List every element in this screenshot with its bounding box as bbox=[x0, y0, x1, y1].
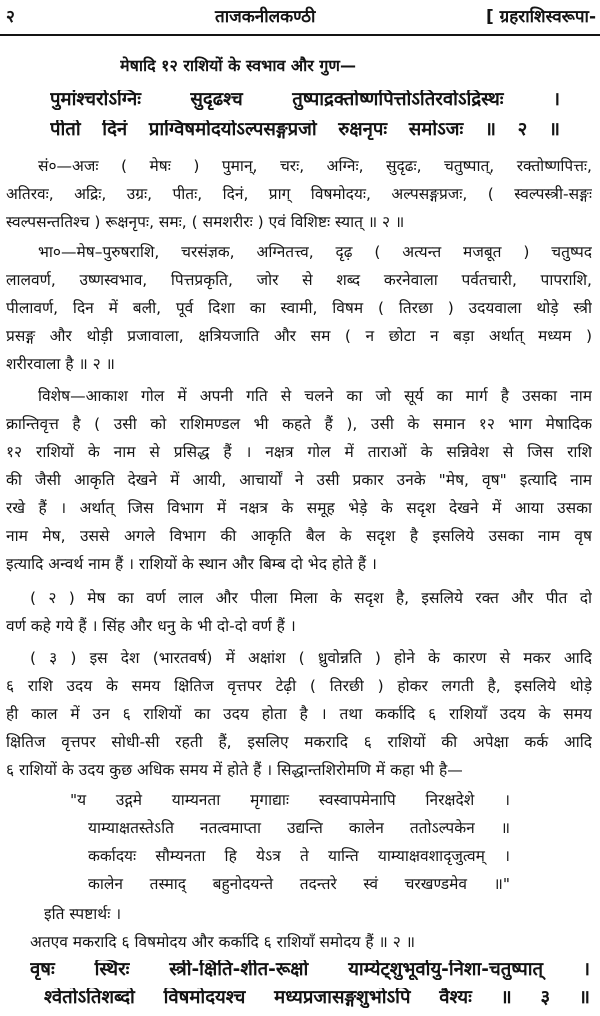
verse-line: पीतो दिनं प्राग्विषमोदयोऽल्पसङ्गप्रजो रुक्षनृपः समोऽजः ॥ २ ॥ bbox=[50, 120, 560, 140]
note-line: इत्यादि अन्वर्थ नाम हैं । राशियों के स्थान और बिम्ब दो भेद होते हैं । bbox=[6, 555, 377, 573]
header-rule bbox=[0, 34, 600, 36]
note-line: ( ३ ) इस देश (भारतवर्ष) में अक्षांश ( ध्रुवोन्नति ) होने के कारण से मकर आदि bbox=[30, 649, 592, 667]
page-number: २ bbox=[6, 7, 15, 27]
note-line: रखे हैं । अर्थात् जिस विभाग में नक्षत्र के समूह भेड़े के सदृश देखने में आया उसका bbox=[6, 499, 592, 517]
note-line: ही काल में उन ६ राशियों का उदय होता है । तथा कर्कादि ६ राशियाँ उदय के समय bbox=[6, 705, 592, 723]
page-header bbox=[0, 0, 600, 44]
verse-line: पुमांश्चरोऽग्निः सुदृढश्च तुष्पाद्रक्तोष्णपित्तोऽतिरवोऽद्रिस्थः । bbox=[50, 90, 560, 110]
sanskrit-commentary-line: अतिरवः, अद्रिः, उग्रः, पीतः, दिनं, प्राग् विषमोदयः, अल्पसङ्गप्रजः, ( स्वल्पस्त्री-सङ्गः bbox=[6, 185, 592, 203]
section-title: [ ग्रहराशिस्वरूपा- bbox=[485, 7, 596, 27]
sanskrit-commentary-line: स्वल्पसन्ततिश्च ) रूक्षनृपः, समः, ( समशरीरः ) एवं विशिष्टः स्यात् ॥ २ ॥ bbox=[6, 213, 405, 231]
book-title: ताजकनीलकण्ठी bbox=[215, 7, 316, 27]
quoted-verse-line: याम्याक्षतस्तेऽति नतत्वमाप्ता उद्यन्ति कालेन ततोऽल्पकेन ॥ bbox=[88, 819, 510, 837]
quoted-verse-line: कर्कादयः सौम्यनता हि येऽत्र ते यान्ति याम्याक्षवशादृजुत्वम् । bbox=[88, 847, 510, 865]
quoted-verse-line: कालेन तस्माद् बहुनोदयन्ते तदन्तरे स्वं चरखण्डमेव ॥" bbox=[88, 875, 510, 893]
note-line: ( २ ) मेष का वर्ण लाल और पीला मिला के सदृश है, इसलिये रक्त और पीत दो bbox=[30, 589, 592, 607]
hindi-meaning-line: प्रसङ्ग और थोड़ी प्रजावाला, क्षत्रियजाति और सम ( न छोटा न बड़ा अर्थात् मध्यम ) bbox=[6, 327, 592, 345]
quoted-verse-line: "य उद्गमे याम्यनता मृगाद्याः स्वस्वापमेनापि निरक्षदेशे । bbox=[70, 791, 510, 809]
note-line: इति स्पष्टार्थः । bbox=[44, 905, 122, 923]
sanskrit-commentary-line: सं०—अजः ( मेषः ) पुमान्, चरः, अग्निः, सुदृढः, चतुष्पात्, रक्तोष्णपित्तः, bbox=[38, 157, 592, 175]
verse-line: वृषः स्थिरः स्त्री-क्षिति-शीत-रूक्षो याम्येट्शुभूर्वायु-निशा-चतुष्पात् । bbox=[30, 960, 590, 980]
note-line: क्षितिज वृत्तपर सोधी-सी रहती हैं, इसलिए मकरादि ६ राशियों की अपेक्षा कर्क आदि bbox=[6, 733, 592, 751]
note-line: ६ राशियों के उदय कुछ अधिक समय में होते हैं । सिद्धान्तशिरोमणि में कहा भी है— bbox=[6, 761, 463, 779]
note-line: नाम मेष, उससे अगले विभाग की आकृति बैल के सदृश है इसलिये उसका नाम वृष bbox=[6, 527, 592, 545]
hindi-meaning-line: शरीरवाला है ॥ २ ॥ bbox=[6, 355, 115, 373]
hindi-meaning-line: पीलावर्ण, दिन में बली, पूर्व दिशा का स्वामी, विषम ( तिरछा ) उदयवाला थोड़े स्त्री bbox=[6, 299, 592, 317]
hindi-meaning-line: लालवर्ण, उष्णस्वभाव, पित्तप्रकृति, जोर से शब्द करनेवाला पर्वतचारी, पापराशि, bbox=[6, 271, 592, 289]
note-line: अतएव मकरादि ६ विषमोदय और कर्कादि ६ राशियाँ समोदय हैं ॥ २ ॥ bbox=[30, 933, 415, 951]
note-line: की जैसी आकृति देखने में आयी, आचार्यों ने उसी प्रकार उनके "मेष, वृष" इत्यादि नाम bbox=[6, 471, 592, 489]
verse-line: श्वेतोऽतिशब्दो विषमोदयश्च मध्यप्रजासङ्गशुभोऽपि वैश्यः ॥ ३ ॥ bbox=[44, 988, 590, 1008]
note-line: १२ राशियों के नाम से प्रसिद्ध हैं । नक्षत्र गोल में ताराओं के सन्निवेश से जिस राशि bbox=[6, 443, 592, 461]
note-line: वर्ण कहे गये हैं । सिंह और धनु के भी दो-दो वर्ण हैं । bbox=[6, 617, 296, 635]
note-line: विशेष—आकाश गोल में अपनी गति से चलने का जो सूर्य का मार्ग है उसका नाम bbox=[38, 387, 592, 405]
note-line: ६ राशि उदय के समय क्षितिज वृत्तपर टेढ़ी ( तिरछी ) होकर लगती है, इसलिये थोड़े bbox=[6, 677, 592, 695]
chapter-heading: मेषादि १२ राशियों के स्वभाव और गुण— bbox=[120, 56, 356, 75]
note-line: क्रान्तिवृत्त है ( उसी को राशिमण्डल भी कहते हैं ), उसी के समान १२ भाग मेषादिक bbox=[6, 415, 592, 433]
hindi-meaning-line: भा०—मेष–पुरुषराशि, चरसंज्ञक, अग्नितत्त्व, दृढ़ ( अत्यन्त मजबूत ) चतुष्पद bbox=[38, 243, 592, 261]
